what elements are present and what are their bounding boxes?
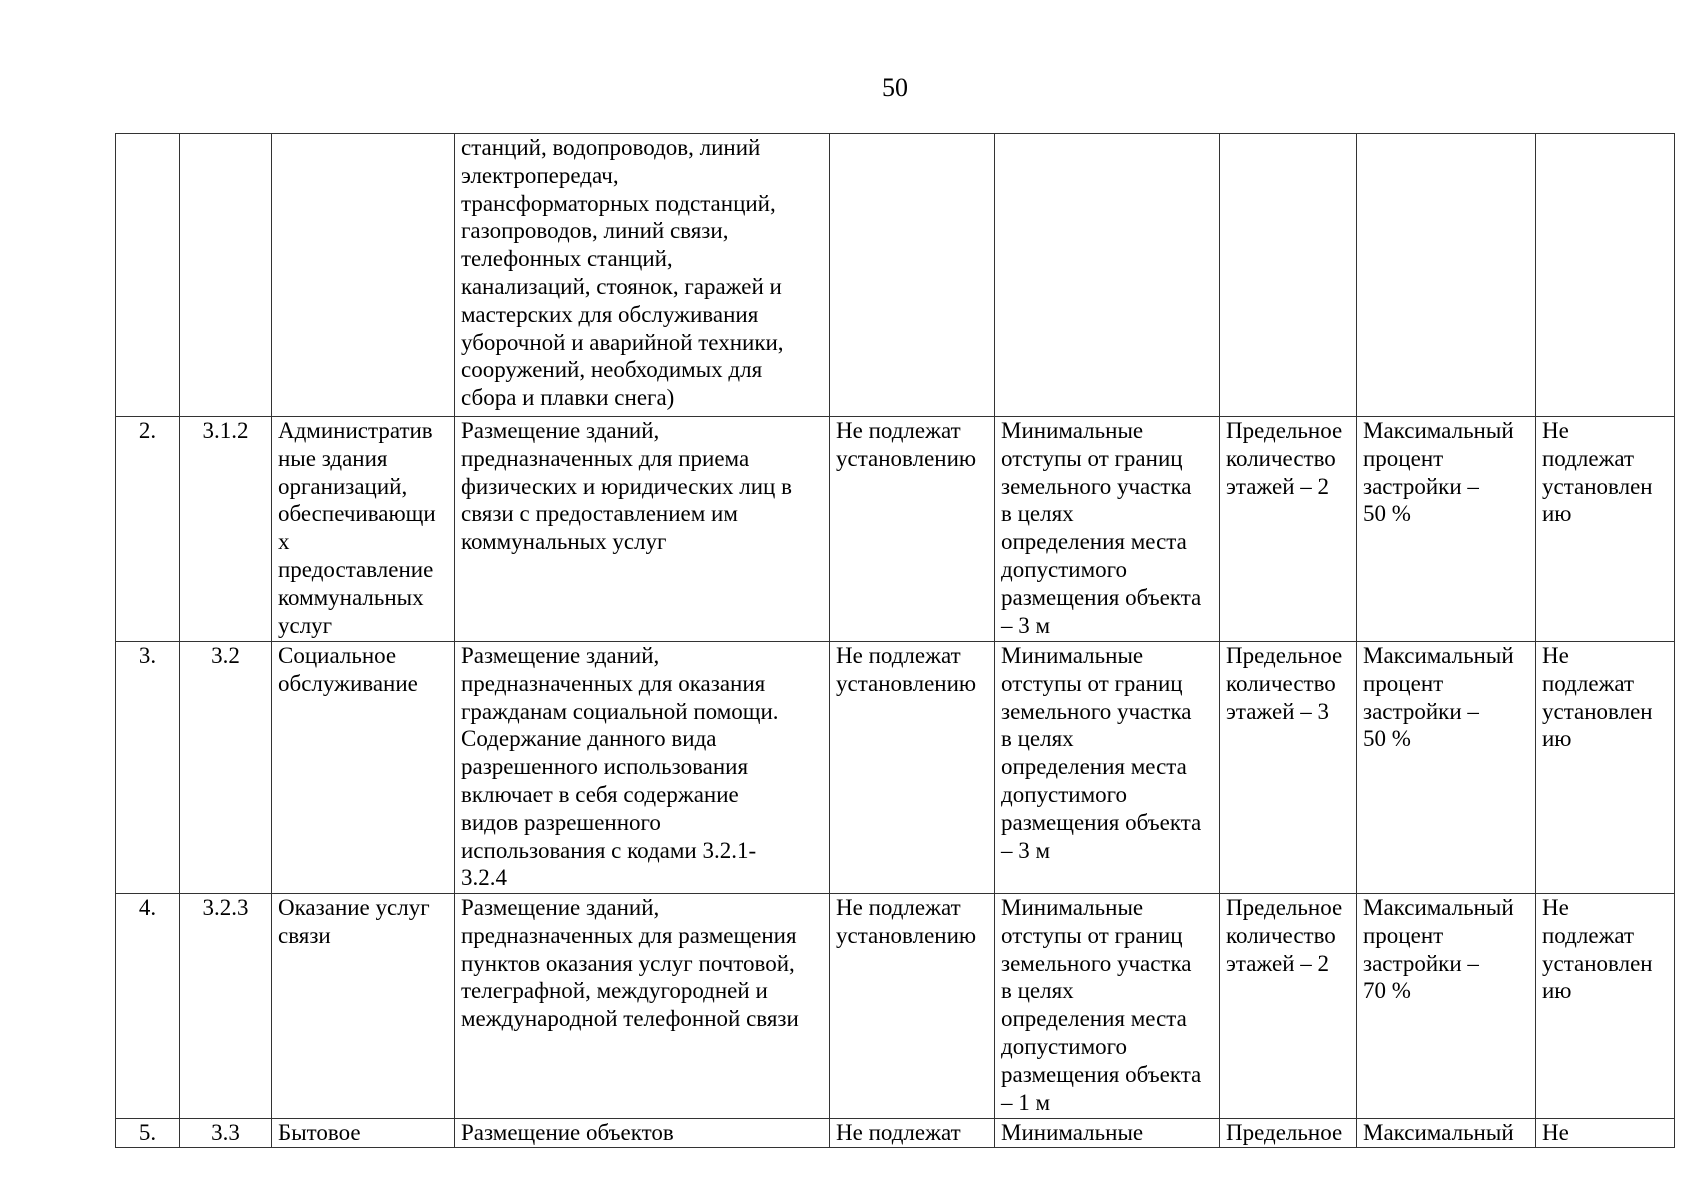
- table-row-continuation: [116, 134, 1675, 417]
- row-setbacks: Минимальные: [995, 1119, 1220, 1148]
- cell-num: [116, 134, 180, 417]
- row-number: 5.: [116, 1119, 180, 1148]
- row-setbacks: Минимальные отступы от границ земельного участка в целях определения места допустимого размещения объекта – 3 м: [995, 642, 1220, 894]
- row-other: Не подлежат установлен ию: [1536, 894, 1675, 1119]
- row-plot-size: Не подлежат: [830, 1119, 995, 1148]
- page-number: 50: [882, 73, 908, 102]
- land-use-table: [115, 133, 1675, 1148]
- row-number: 3.: [116, 642, 180, 894]
- row-code: 3.2: [180, 642, 272, 894]
- cell-floors: [1220, 134, 1357, 417]
- table-row: [116, 417, 1675, 642]
- row-coverage: Максимальный процент застройки – 50 %: [1357, 417, 1536, 642]
- cell-plot-size: [830, 134, 995, 417]
- row-description: Размещение зданий, предназначенных для приема физических и юридических лиц в связи с предоставлением им коммунальных услуг: [455, 417, 830, 642]
- row-other: Не подлежат установлен ию: [1536, 642, 1675, 894]
- row-number: 4.: [116, 894, 180, 1119]
- row-other: Не: [1536, 1119, 1675, 1148]
- row-name: Социальное обслуживание: [272, 642, 455, 894]
- row-description: Размещение зданий, предназначенных для оказания гражданам социальной помощи. Содержание данного вида разрешенного использования включает в себя содержание видов разрешенного использования с кодами 3.2.1- 3.2.4: [455, 642, 830, 894]
- row-code: 3.1.2: [180, 417, 272, 642]
- row-description: Размещение объектов: [455, 1119, 830, 1148]
- cell-other: [1536, 134, 1675, 417]
- row-floors: Предельное количество этажей – 3: [1220, 642, 1357, 894]
- table-row: [116, 894, 1675, 1119]
- row-code: 3.2.3: [180, 894, 272, 1119]
- table-row: [116, 1119, 1675, 1148]
- cell-setbacks: [995, 134, 1220, 417]
- row-name: Бытовое: [272, 1119, 455, 1148]
- row-coverage: Максимальный процент застройки – 70 %: [1357, 894, 1536, 1119]
- cell-code: [180, 134, 272, 417]
- row-setbacks: Минимальные отступы от границ земельного участка в целях определения места допустимого размещения объекта – 3 м: [995, 417, 1220, 642]
- row-other: Не подлежат установлен ию: [1536, 417, 1675, 642]
- row-setbacks: Минимальные отступы от границ земельного участка в целях определения места допустимого размещения объекта – 1 м: [995, 894, 1220, 1119]
- row-name: Оказание услуг связи: [272, 894, 455, 1119]
- row-floors: Предельное количество этажей – 2: [1220, 894, 1357, 1119]
- row-name: Административ ные здания организаций, обеспечивающи х предоставление коммунальных услуг: [272, 417, 455, 642]
- row-number: 2.: [116, 417, 180, 642]
- row-code: 3.3: [180, 1119, 272, 1148]
- row-plot-size: Не подлежат установлению: [830, 417, 995, 642]
- row-floors: Предельное: [1220, 1119, 1357, 1148]
- table-row: [116, 642, 1675, 894]
- cell-name: [272, 134, 455, 417]
- row-description: Размещение зданий, предназначенных для размещения пунктов оказания услуг почтовой, телеграфной, междугородней и международной телефонной связи: [455, 894, 830, 1119]
- cell-description: станций, водопроводов, линий электропередач, трансформаторных подстанций, газопроводов, линий связи, телефонных станций, канализаций, стоянок, гаражей и мастерских для обслуживания уборочной и аварийной техники, сооружений, необходимых для сбора и плавки снега): [455, 134, 830, 417]
- row-coverage: Максимальный процент застройки – 50 %: [1357, 642, 1536, 894]
- row-plot-size: Не подлежат установлению: [830, 642, 995, 894]
- row-plot-size: Не подлежат установлению: [830, 894, 995, 1119]
- row-floors: Предельное количество этажей – 2: [1220, 417, 1357, 642]
- cell-coverage: [1357, 134, 1536, 417]
- row-coverage: Максимальный: [1357, 1119, 1536, 1148]
